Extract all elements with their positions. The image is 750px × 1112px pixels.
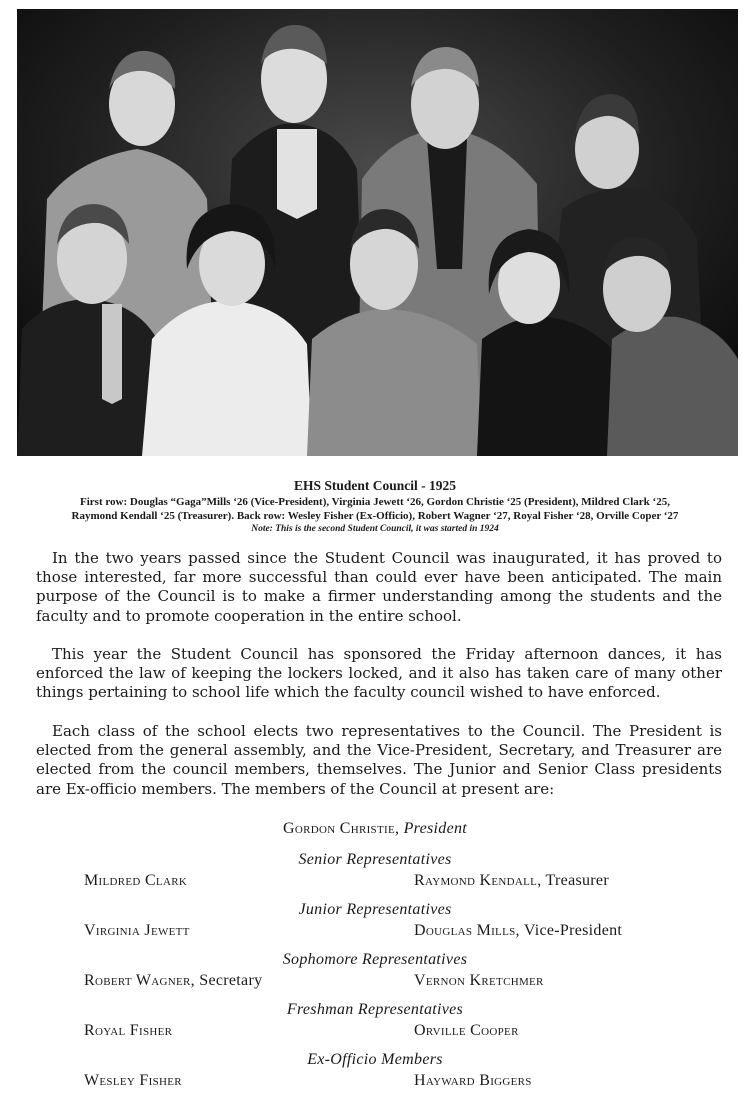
exofficio-left-name: Wesley Fisher [84, 1072, 182, 1089]
junior-right-line: Douglas Mills, Vice-President [414, 922, 623, 939]
exofficio-heading: Ex-Officio Members [307, 1051, 443, 1068]
junior-right-role: Vice-President [523, 922, 623, 939]
freshman-heading: Freshman Representatives [286, 1001, 464, 1018]
senior-heading: Senior Representatives [298, 851, 452, 868]
group-photo-icon [17, 9, 738, 456]
president-name: Gordon Christie [282, 820, 395, 837]
caption-note: Note: This is the second Student Council, it was started in 1924 [251, 524, 499, 534]
sophomore-left-line: Robert Wagner, Secretary [84, 972, 263, 989]
senior-right-name: Raymond Kendall [414, 872, 538, 889]
caption-line-1: First row: Douglas “Gaga”Mills ‘26 (Vice-President), Virginia Jewett ‘26, Gordon Christie ‘25 (President), Mildred Clark ‘25, [80, 496, 670, 508]
sophomore-left-name: Robert Wagner [84, 972, 191, 989]
group-photo [17, 9, 738, 456]
junior-right-name: Douglas Mills [414, 922, 516, 939]
paragraph-2: This year the Student Council has sponsored the Friday afternoon dances, it has enforced the law of keeping the lockers locked, and it also has taken care of many other things pertaining to school life which the faculty council wished to have enforced. [36, 645, 722, 702]
junior-left-name: Virginia Jewett [84, 922, 190, 939]
sophomore-left-role: Secretary [199, 972, 263, 989]
exofficio-right-name: Hayward Biggers [414, 1072, 532, 1089]
senior-right-role: Treasurer [545, 872, 609, 889]
freshman-left-name: Royal Fisher [84, 1022, 173, 1039]
president-role: President [403, 820, 468, 837]
sophomore-heading: Sophomore Representatives [282, 951, 468, 968]
caption-line-2: Raymond Kendall ‘25 (Treasurer). Back row: Wesley Fisher (Ex-Officio), Robert Wagner ‘27, Royal Fisher ‘28, Orville Coper ‘27 [71, 510, 679, 522]
junior-heading: Junior Representatives [298, 901, 452, 918]
freshman-right-name: Orville Cooper [414, 1022, 519, 1039]
caption-title: EHS Student Council - 1925 [293, 478, 457, 493]
senior-right-line: Raymond Kendall, Treasurer [414, 872, 609, 889]
senior-left-name: Mildred Clark [84, 872, 188, 889]
president-line: Gordon Christie, President [282, 820, 468, 837]
paragraph-3: Each class of the school elects two representatives to the Council. The President is elected from the general assembly, and the Vice-President, Secretary, and Treasurer are elected from the council members, themselves. The Junior and Senior Class presidents are Ex-officio members. The members of the Council at present are: [36, 722, 722, 798]
paragraph-1: In the two years passed since the Student Council was inaugurated, it has proved to those interested, far more successful than could ever have been anticipated. The main purpose of the Council is to make a firmer understanding among the students and the faculty and to promote cooperation in the entire school. [36, 549, 722, 625]
sophomore-right-name: Vernon Kretchmer [414, 972, 544, 989]
